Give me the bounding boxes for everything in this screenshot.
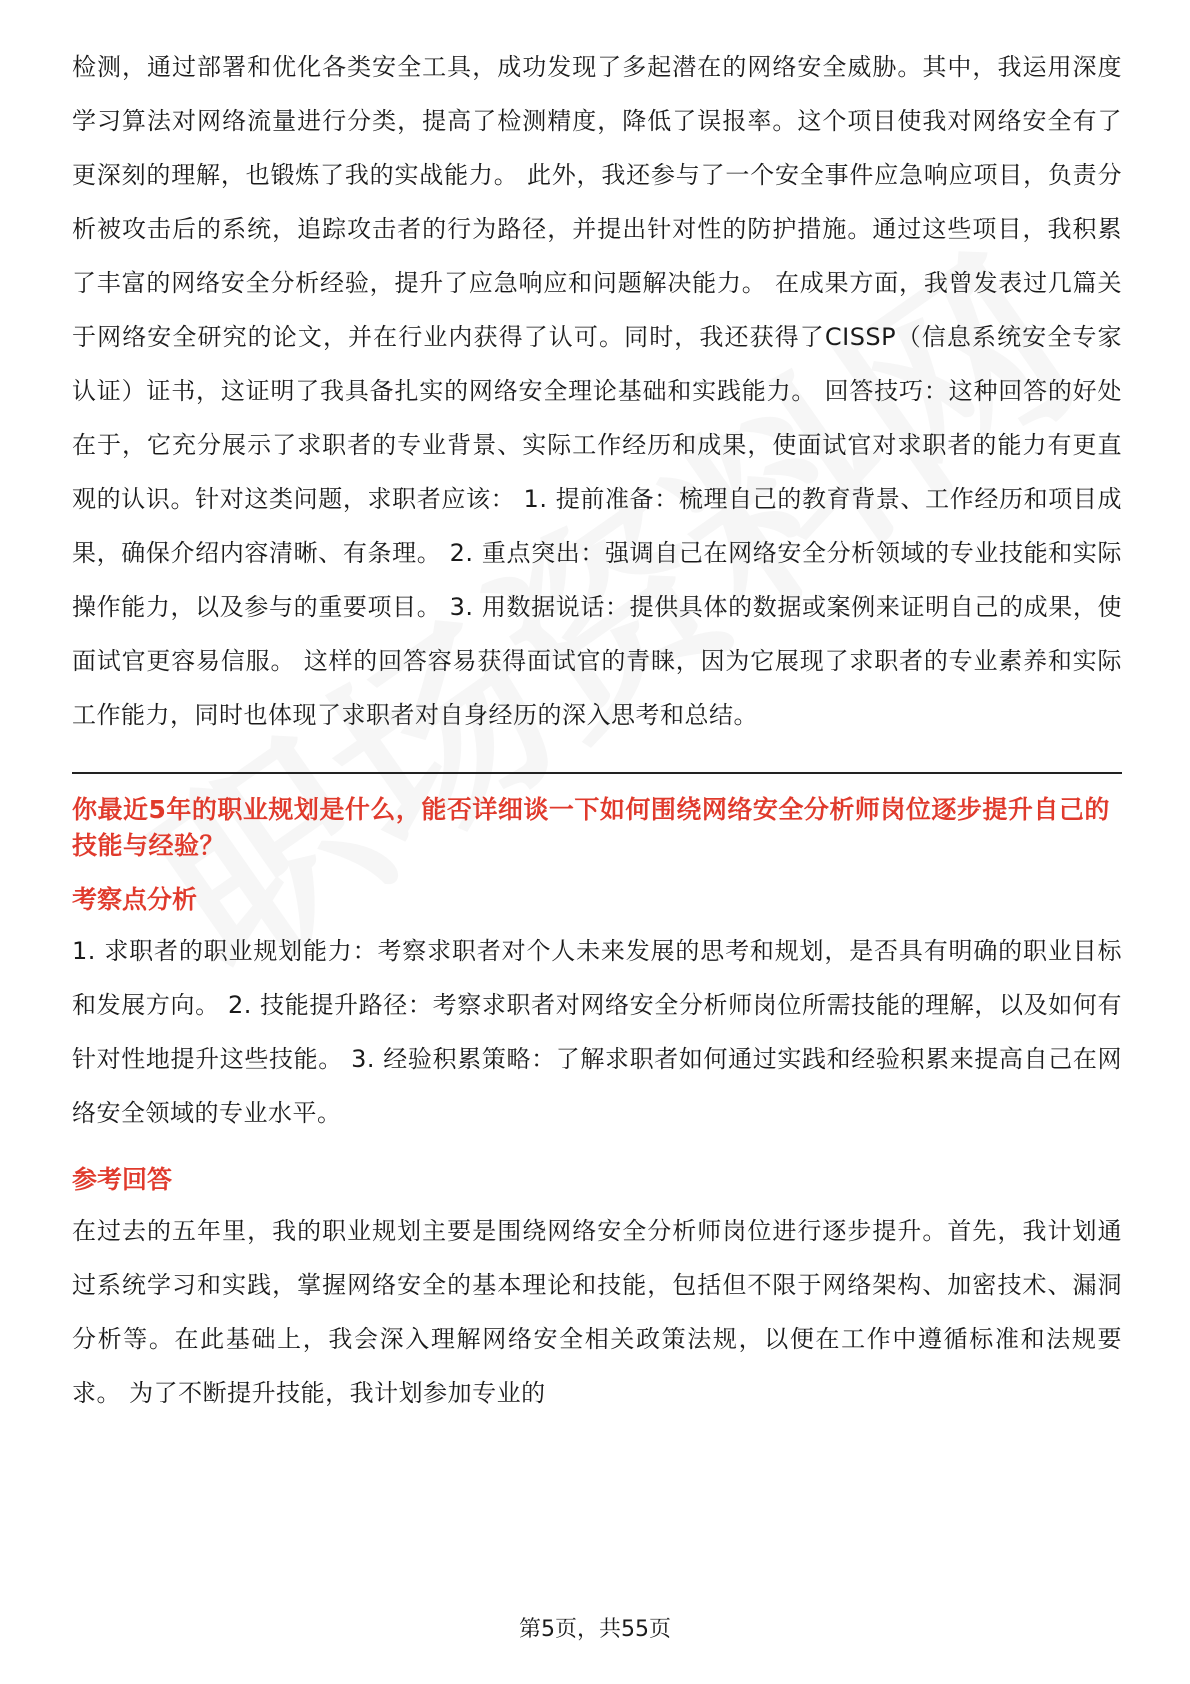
section-divider <box>72 772 1122 774</box>
reference-answer-body: 在过去的五年里，我的职业规划主要是围绕网络安全分析师岗位进行逐步提升。首先，我计划通过系统学习和实践，掌握网络安全的基本理论和技能，包括但不限于网络架构、加密技术、漏洞分析等。在此基础上，我会深入理解网络安全相关政策法规，以便在工作中遵循标准和法规要求。 为了不断提升技能，我计划参加专业的 <box>72 1217 1122 1407</box>
interview-question: 你最近5年的职业规划是什么，能否详细谈一下如何围绕网络安全分析师岗位逐步提升自己的技能与经验？ <box>72 795 1110 860</box>
analysis-heading: 考察点分析 <box>72 885 198 914</box>
page-content <box>72 40 1122 1420</box>
analysis-body: 1. 求职者的职业规划能力：考察求职者对个人未来发展的思考和规划，是否具有明确的职业目标和发展方向。 2. 技能提升路径：考察求职者对网络安全分析师岗位所需技能的理解，以及如何有针对性地提升这些技能。 3. 经验积累策略：了解求职者如何通过实践和经验积累来提高自己在网络安全领域的专业水平。 <box>72 937 1122 1127</box>
previous-answer-continuation: 检测，通过部署和优化各类安全工具，成功发现了多起潜在的网络安全威胁。其中，我运用深度学习算法对网络流量进行分类，提高了检测精度，降低了误报率。这个项目使我对网络安全有了更深刻的理解，也锻炼了我的实战能力。 此外，我还参与了一个安全事件应急响应项目，负责分析被攻击后的系统，追踪攻击者的行为路径，并提出针对性的防护措施。通过这些项目，我积累了丰富的网络安全分析经验，提升了应急响应和问题解决能力。 在成果方面，我曾发表过几篇关于网络安全研究的论文，并在行业内获得了认可。同时，我还获得了CISSP（信息系统安全专家认证）证书，这证明了我具备扎实的网络安全理论基础和实践能力。 回答技巧：这种回答的好处在于，它充分展示了求职者的专业背景、实际工作经历和成果，使面试官对求职者的能力有更直观的认识。针对这类问题，求职者应该： 1. 提前准备：梳理自己的教育背景、工作经历和项目成果，确保介绍内容清晰、有条理。 2. 重点突出：强调自己在网络安全分析领域的专业技能和实际操作能力，以及参与的重要项目。 3. 用数据说话：提供具体的数据或案例来证明自己的成果，使面试官更容易信服。 这样的回答容易获得面试官的青睐，因为它展现了求职者的专业素养和实际工作能力，同时也体现了求职者对自身经历的深入思考和总结。 <box>72 53 1122 729</box>
reference-answer-heading: 参考回答 <box>72 1165 173 1194</box>
page-number: 第5页，共55页 <box>519 1617 671 1642</box>
